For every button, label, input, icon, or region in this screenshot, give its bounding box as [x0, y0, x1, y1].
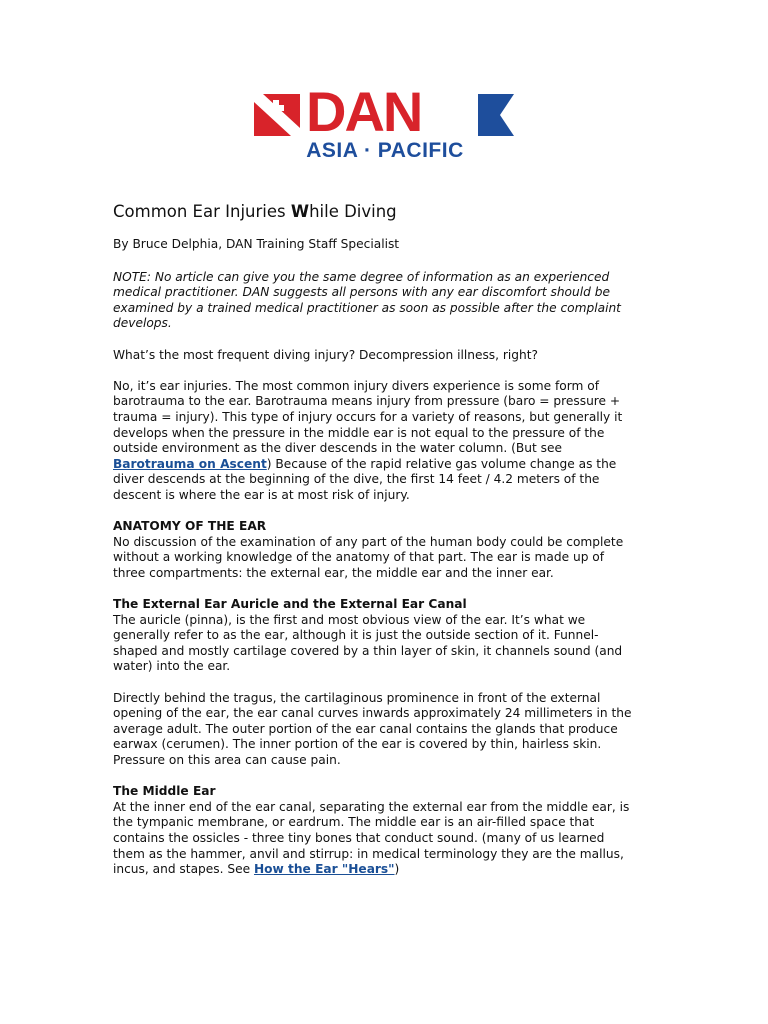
question-paragraph: What’s the most frequent diving injury? Decompression illness, right?	[113, 347, 538, 362]
logo-mark	[254, 80, 514, 143]
barotrauma-paragraph: No, it’s ear injuries. The most common injury divers experience is some form of barotrauma to the ear. Barotrauma means injury from pressure (baro = pressure + trauma = injury). This type of injury occurs for a variety of reasons, but generally it develops when the pressure in the middle ear is not equal to the pressure of the outside environment as the diver descends in the water column. (But see Barotrauma on Ascent) Because of the rapid relative gas volume change as the diver descends at the beginning of the dive, the first 14 feet / 4.2 meters of the descent is where the ear is at most risk of injury.	[113, 378, 623, 502]
logo-brand-word: DAN	[306, 80, 422, 143]
logo-region-word: ASIA · PACIFIC	[306, 139, 464, 162]
tragus-paragraph: Directly behind the tragus, the cartilaginous prominence in front of the external opening of the ear, the ear canal curves inwards approximately 24 millimeters in the average adult. The outer portion of the ear canal contains the glands that produce earwax (cerumen). The inner portion of the ear is covered by thin, hairless skin. Pressure on this area can cause pain.	[113, 690, 632, 767]
article-title: Common Ear Injuries While Diving	[113, 202, 397, 221]
anatomy-heading: ANATOMY OF THE EAR	[113, 519, 267, 534]
external-ear-paragraph: The auricle (pinna), is the first and most obvious view of the ear. It’s what we generally refer to as the ear, although it is just the outside section of it. Funnel- shaped and mostly cartilage covered by a thin layer of skin, it channels sound (and water) into the ear.	[113, 612, 623, 674]
dive-flag-icon	[254, 94, 300, 136]
how-the-ear-hears-link[interactable]: How the Ear "Hears"	[253, 862, 395, 877]
article	[113, 200, 653, 878]
note-paragraph: NOTE: No article can give you the same degree of information as an experienced medical practitioner. DAN suggests all persons with any ear discomfort should be examined by a trained medical practitioner as soon as possible after the complaint develops.	[113, 269, 621, 331]
dan-asia-pacific-logo	[254, 80, 514, 162]
external-ear-heading: The External Ear Auricle and the External Ear Canal	[113, 597, 467, 612]
middle-ear-heading: The Middle Ear	[113, 784, 216, 799]
barotrauma-on-ascent-link[interactable]: Barotrauma on Ascent	[113, 456, 267, 471]
anatomy-paragraph: No discussion of the examination of any part of the human body could be complete without a working knowledge of the anatomy of that part. The ear is made up of three compartments: the external ear, the middle ear and the inner ear.	[113, 534, 624, 580]
alpha-flag-icon	[468, 94, 514, 136]
byline: By Bruce Delphia, DAN Training Staff Specialist	[113, 237, 400, 251]
middle-ear-paragraph: At the inner end of the ear canal, separating the external ear from the middle ear, is the tympanic membrane, or eardrum. The middle ear is an air-filled space that contains the ossicles - three tiny bones that conduct sound. (many of us learned them as the hammer, anvil and stirrup: in medical terminology they are the mallus, incus, and stapes. See How the Ear "Hears")	[113, 799, 630, 877]
